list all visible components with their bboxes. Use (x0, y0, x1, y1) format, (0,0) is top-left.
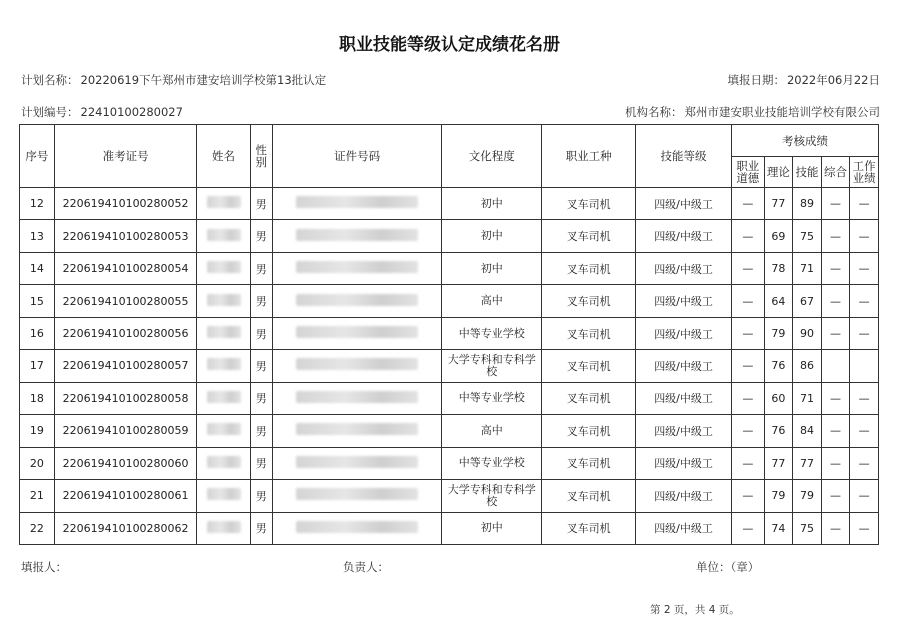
header-ethics: 职业道德 (732, 157, 765, 188)
cell-education: 中等专业学校 (442, 317, 542, 349)
cell-name-redacted (197, 317, 250, 349)
cell-name-redacted (197, 350, 250, 382)
cell-id-redacted (272, 285, 441, 317)
redacted-id (296, 456, 418, 468)
redacted-id (296, 326, 418, 338)
redacted-name (207, 294, 241, 306)
redacted-name (207, 456, 241, 468)
header-performance: 工作业绩 (850, 157, 879, 188)
cell-exam-no: 220619410100280062 (54, 512, 197, 544)
table-row (20, 480, 879, 512)
redacted-name (207, 521, 241, 533)
redacted-name (207, 391, 241, 403)
cell-exam-no: 220619410100280058 (54, 382, 197, 414)
cell-ethics: — (732, 415, 765, 447)
cell-comprehensive: — (821, 382, 850, 414)
redacted-id (296, 391, 418, 403)
cell-name-redacted (197, 415, 250, 447)
cell-id-redacted (272, 220, 441, 252)
table-row (20, 447, 879, 479)
redacted-id (296, 229, 418, 241)
cell-level: 四级/中级工 (636, 512, 732, 544)
cell-skill: 79 (793, 480, 822, 512)
cell-education: 中等专业学校 (442, 447, 542, 479)
header-education: 文化程度 (442, 125, 542, 188)
cell-skill: 90 (793, 317, 822, 349)
cell-seq: 20 (20, 447, 55, 479)
cell-seq: 16 (20, 317, 55, 349)
redacted-name (207, 229, 241, 241)
cell-exam-no: 220619410100280060 (54, 447, 197, 479)
cell-exam-no: 220619410100280052 (54, 188, 197, 220)
plan-name-value: 20220619下午郑州市建安培训学校第13批认定 (80, 73, 327, 87)
header-gender: 性别 (250, 125, 272, 188)
cell-gender: 男 (250, 220, 272, 252)
table-row (20, 252, 879, 284)
footer-responsible: 负责人： (343, 560, 389, 574)
plan-name-label: 计划名称： (21, 73, 79, 87)
redacted-name (207, 261, 241, 273)
footer-filler: 填报人： (21, 560, 67, 574)
cell-occupation: 叉车司机 (542, 188, 636, 220)
cell-id-redacted (272, 415, 441, 447)
cell-ethics: — (732, 447, 765, 479)
cell-id-redacted (272, 512, 441, 544)
cell-comprehensive: — (821, 480, 850, 512)
cell-skill: 86 (793, 350, 822, 382)
cell-seq: 19 (20, 415, 55, 447)
cell-occupation: 叉车司机 (542, 317, 636, 349)
cell-seq: 22 (20, 512, 55, 544)
cell-level: 四级/中级工 (636, 447, 732, 479)
table-row (20, 512, 879, 544)
cell-level: 四级/中级工 (636, 220, 732, 252)
cell-theory: 77 (764, 447, 793, 479)
cell-gender: 男 (250, 447, 272, 479)
cell-id-redacted (272, 480, 441, 512)
cell-skill: 75 (793, 220, 822, 252)
cell-level: 四级/中级工 (636, 415, 732, 447)
cell-theory: 69 (764, 220, 793, 252)
cell-ethics: — (732, 512, 765, 544)
cell-performance: — (850, 285, 879, 317)
cell-theory: 77 (764, 188, 793, 220)
cell-gender: 男 (250, 285, 272, 317)
cell-theory: 78 (764, 252, 793, 284)
cell-performance (850, 350, 879, 382)
cell-occupation: 叉车司机 (542, 382, 636, 414)
redacted-name (207, 196, 241, 208)
cell-skill: 75 (793, 512, 822, 544)
cell-name-redacted (197, 382, 250, 414)
cell-seq: 13 (20, 220, 55, 252)
cell-theory: 76 (764, 350, 793, 382)
cell-exam-no: 220619410100280056 (54, 317, 197, 349)
table-row (20, 188, 879, 220)
cell-skill: 71 (793, 382, 822, 414)
redacted-id (296, 423, 418, 435)
plan-number-label: 计划编号： (21, 105, 79, 119)
cell-gender: 男 (250, 188, 272, 220)
header-name: 姓名 (197, 125, 250, 188)
cell-name-redacted (197, 480, 250, 512)
redacted-name (207, 326, 241, 338)
header-seq: 序号 (20, 125, 55, 188)
cell-theory: 76 (764, 415, 793, 447)
cell-ethics: — (732, 285, 765, 317)
header-occupation: 职业工种 (542, 125, 636, 188)
cell-theory: 74 (764, 512, 793, 544)
cell-skill: 71 (793, 252, 822, 284)
cell-occupation: 叉车司机 (542, 220, 636, 252)
cell-education: 初中 (442, 188, 542, 220)
cell-exam-no: 220619410100280054 (54, 252, 197, 284)
cell-education: 初中 (442, 220, 542, 252)
cell-education: 大学专科和专科学校 (442, 480, 542, 512)
cell-comprehensive: — (821, 252, 850, 284)
redacted-id (296, 261, 418, 273)
redacted-id (296, 488, 418, 500)
cell-comprehensive: — (821, 220, 850, 252)
cell-education: 中等专业学校 (442, 382, 542, 414)
cell-gender: 男 (250, 382, 272, 414)
org-name (625, 104, 880, 120)
cell-skill: 77 (793, 447, 822, 479)
cell-exam-no: 220619410100280055 (54, 285, 197, 317)
cell-seq: 21 (20, 480, 55, 512)
cell-gender: 男 (250, 415, 272, 447)
cell-occupation: 叉车司机 (542, 285, 636, 317)
cell-name-redacted (197, 188, 250, 220)
cell-performance: — (850, 512, 879, 544)
cell-level: 四级/中级工 (636, 480, 732, 512)
cell-level: 四级/中级工 (636, 252, 732, 284)
report-date (727, 72, 880, 88)
cell-gender: 男 (250, 480, 272, 512)
cell-gender: 男 (250, 350, 272, 382)
cell-performance: — (850, 252, 879, 284)
footer-unit-seal: 单位：（章） (696, 560, 760, 574)
table-row (20, 350, 879, 382)
cell-skill: 89 (793, 188, 822, 220)
cell-id-redacted (272, 252, 441, 284)
cell-exam-no: 220619410100280061 (54, 480, 197, 512)
cell-id-redacted (272, 382, 441, 414)
cell-exam-no: 220619410100280053 (54, 220, 197, 252)
header-assessment: 考核成绩 (732, 125, 879, 157)
cell-ethics: — (732, 350, 765, 382)
cell-level: 四级/中级工 (636, 317, 732, 349)
table-row (20, 220, 879, 252)
table-row (20, 415, 879, 447)
cell-theory: 60 (764, 382, 793, 414)
cell-ethics: — (732, 382, 765, 414)
cell-gender: 男 (250, 317, 272, 349)
redacted-name (207, 423, 241, 435)
cell-exam-no: 220619410100280057 (54, 350, 197, 382)
cell-comprehensive: — (821, 447, 850, 479)
redacted-name (207, 488, 241, 500)
table-row (20, 317, 879, 349)
cell-level: 四级/中级工 (636, 350, 732, 382)
redacted-id (296, 358, 418, 370)
cell-id-redacted (272, 317, 441, 349)
cell-education: 高中 (442, 415, 542, 447)
cell-theory: 79 (764, 480, 793, 512)
cell-name-redacted (197, 285, 250, 317)
cell-ethics: — (732, 252, 765, 284)
report-date-value: 2022年06月22日 (786, 73, 880, 87)
report-date-label: 填报日期： (727, 73, 785, 87)
cell-gender: 男 (250, 512, 272, 544)
header-id-no: 证件号码 (272, 125, 441, 188)
cell-ethics: — (732, 317, 765, 349)
cell-theory: 79 (764, 317, 793, 349)
cell-ethics: — (732, 188, 765, 220)
cell-comprehensive (821, 350, 850, 382)
cell-occupation: 叉车司机 (542, 415, 636, 447)
page-indicator: 第 2 页，共 4 页。 (650, 604, 740, 616)
cell-occupation: 叉车司机 (542, 252, 636, 284)
plan-number-value: 22410100280027 (80, 105, 183, 119)
plan-name (21, 72, 326, 88)
cell-name-redacted (197, 220, 250, 252)
cell-occupation: 叉车司机 (542, 447, 636, 479)
plan-number (21, 104, 183, 120)
cell-occupation: 叉车司机 (542, 512, 636, 544)
header-skill: 技能 (793, 157, 822, 188)
redacted-name (207, 358, 241, 370)
cell-comprehensive: — (821, 512, 850, 544)
cell-theory: 64 (764, 285, 793, 317)
cell-skill: 84 (793, 415, 822, 447)
cell-performance: — (850, 220, 879, 252)
redacted-id (296, 196, 418, 208)
cell-name-redacted (197, 447, 250, 479)
cell-ethics: — (732, 220, 765, 252)
cell-name-redacted (197, 512, 250, 544)
cell-comprehensive: — (821, 415, 850, 447)
cell-performance: — (850, 447, 879, 479)
cell-id-redacted (272, 350, 441, 382)
table-row (20, 285, 879, 317)
score-table (19, 124, 879, 545)
cell-ethics: — (732, 480, 765, 512)
org-name-value: 郑州市建安职业技能培训学校有限公司 (684, 105, 880, 119)
cell-performance: — (850, 415, 879, 447)
cell-seq: 12 (20, 188, 55, 220)
cell-seq: 14 (20, 252, 55, 284)
cell-education: 初中 (442, 252, 542, 284)
cell-seq: 17 (20, 350, 55, 382)
cell-exam-no: 220619410100280059 (54, 415, 197, 447)
table-row (20, 382, 879, 414)
cell-level: 四级/中级工 (636, 188, 732, 220)
header-exam-no: 准考证号 (54, 125, 197, 188)
cell-performance: — (850, 317, 879, 349)
header-theory: 理论 (764, 157, 793, 188)
cell-performance: — (850, 382, 879, 414)
header-comprehensive: 综合 (821, 157, 850, 188)
cell-level: 四级/中级工 (636, 382, 732, 414)
cell-occupation: 叉车司机 (542, 350, 636, 382)
cell-performance: — (850, 188, 879, 220)
cell-performance: — (850, 480, 879, 512)
cell-skill: 67 (793, 285, 822, 317)
document-title: 职业技能等级认定成绩花名册 (339, 35, 560, 55)
cell-id-redacted (272, 188, 441, 220)
cell-seq: 15 (20, 285, 55, 317)
header-skill-level: 技能等级 (636, 125, 732, 188)
org-name-label: 机构名称： (625, 105, 683, 119)
cell-education: 大学专科和专科学校 (442, 350, 542, 382)
cell-name-redacted (197, 252, 250, 284)
cell-comprehensive: — (821, 317, 850, 349)
cell-comprehensive: — (821, 188, 850, 220)
redacted-id (296, 521, 418, 533)
cell-comprehensive: — (821, 285, 850, 317)
cell-level: 四级/中级工 (636, 285, 732, 317)
cell-education: 高中 (442, 285, 542, 317)
cell-id-redacted (272, 447, 441, 479)
cell-gender: 男 (250, 252, 272, 284)
cell-education: 初中 (442, 512, 542, 544)
redacted-id (296, 294, 418, 306)
cell-seq: 18 (20, 382, 55, 414)
cell-occupation: 叉车司机 (542, 480, 636, 512)
